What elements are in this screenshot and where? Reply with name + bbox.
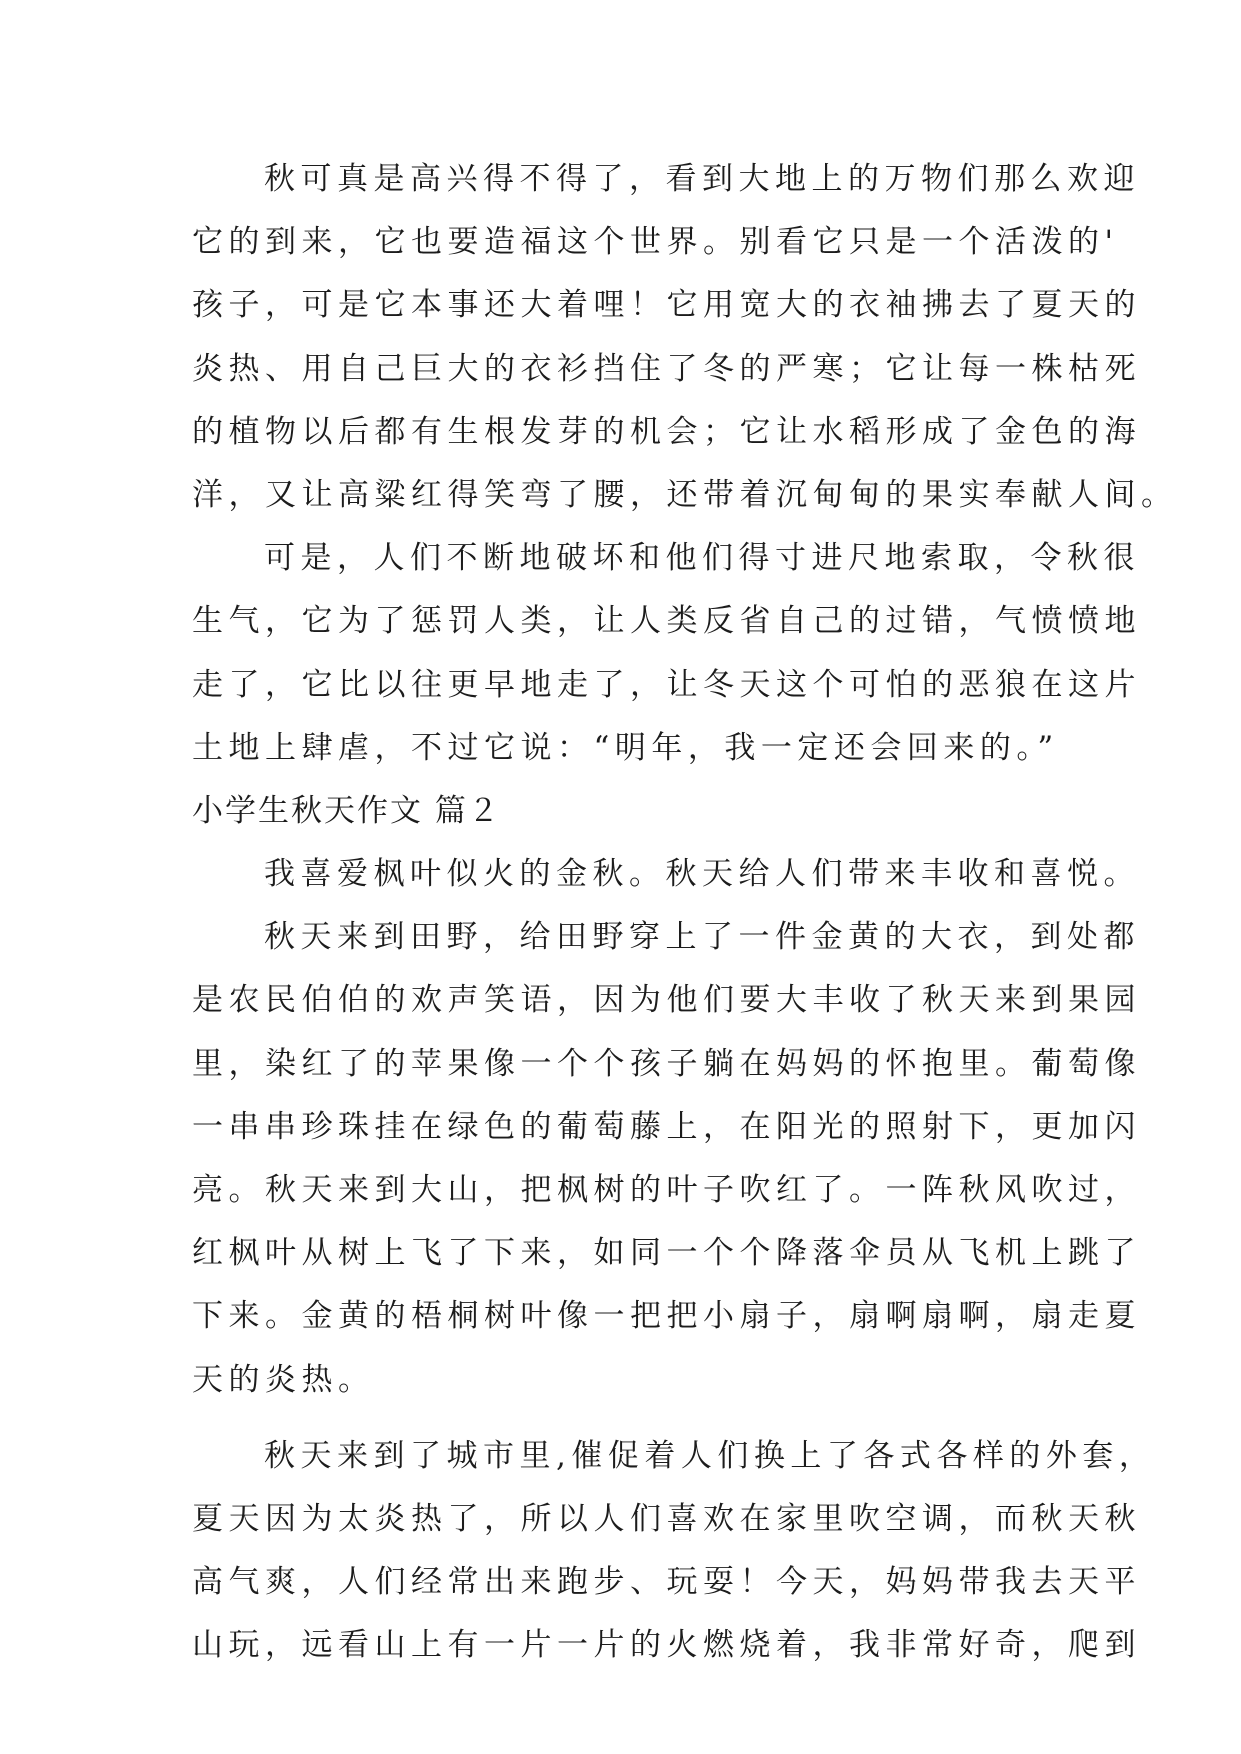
paragraph-line: 炎热、用自己巨大的衣衫挡住了冬的严寒；它让每一株枯死: [192, 350, 1141, 387]
paragraph-line: 是农民伯伯的欢声笑语，因为他们要大丰收了秋天来到果园: [192, 982, 1141, 1019]
paragraph-line: 孩子，可是它本事还大着哩！它用宽大的衣袖拂去了夏天的: [192, 287, 1141, 324]
paragraph-line: 土地上肆虐，不过它说：“明年，我一定还会回来的。”: [192, 729, 1059, 766]
paragraph-line: 我喜爱枫叶似火的金秋。秋天给人们带来丰收和喜悦。: [264, 856, 1140, 893]
section-heading: 小学生秋天作文 篇２: [192, 792, 501, 829]
paragraph-line: 可是，人们不断地破坏和他们得寸进尺地索取，令秋很: [264, 540, 1140, 577]
paragraph-line: 下来。金黄的梧桐树叶像一把把小扇子，扇啊扇啊，扇走夏: [192, 1298, 1141, 1335]
paragraph-line: 夏天因为太炎热了，所以人们喜欢在家里吹空调，而秋天秋: [192, 1500, 1141, 1537]
paragraph-line: 洋，又让高粱红得笑弯了腰，还带着沉甸甸的果实奉献人间。: [192, 476, 1178, 513]
paragraph-line: 高气爽，人们经常出来跑步、玩耍！今天，妈妈带我去天平: [192, 1564, 1141, 1601]
paragraph-line: 的植物以后都有生根发芽的机会；它让水稻形成了金色的海: [192, 413, 1141, 450]
paragraph-line: 它的到来，它也要造福这个世界。别看它只是一个活泼的': [192, 224, 1119, 261]
paragraph-line: 山玩，远看山上有一片一片的火燃烧着，我非常好奇，爬到: [192, 1627, 1141, 1664]
paragraph-line: 秋天来到了城市里,催促着人们换上了各式各样的外套，: [264, 1437, 1156, 1474]
essay-body: [192, 148, 1178, 1678]
paragraph-line: 生气，它为了惩罚人类，让人类反省自己的过错，气愤愤地: [192, 603, 1141, 640]
paragraph-line: 秋可真是高兴得不得了，看到大地上的万物们那么欢迎: [264, 161, 1140, 197]
paragraph-line: 里，染红了的苹果像一个个孩子躺在妈妈的怀抱里。葡萄像: [192, 1045, 1141, 1082]
paragraph-line: 秋天来到田野，给田野穿上了一件金黄的大衣，到处都: [264, 919, 1140, 956]
paragraph-line: 走了，它比以往更早地走了，让冬天这个可怕的恶狼在这片: [192, 666, 1141, 703]
paragraph-line: 红枫叶从树上飞了下来，如同一个个降落伞员从飞机上跳了: [192, 1235, 1141, 1272]
paragraph-line: 一串串珍珠挂在绿色的葡萄藤上，在阳光的照射下，更加闪: [192, 1108, 1141, 1145]
paragraph-line: 天的炎热。: [192, 1361, 375, 1398]
paragraph-line: 亮。秋天来到大山，把枫树的叶子吹红了。一阵秋风吹过，: [192, 1172, 1141, 1208]
paragraph-gap: [192, 1412, 1072, 1425]
